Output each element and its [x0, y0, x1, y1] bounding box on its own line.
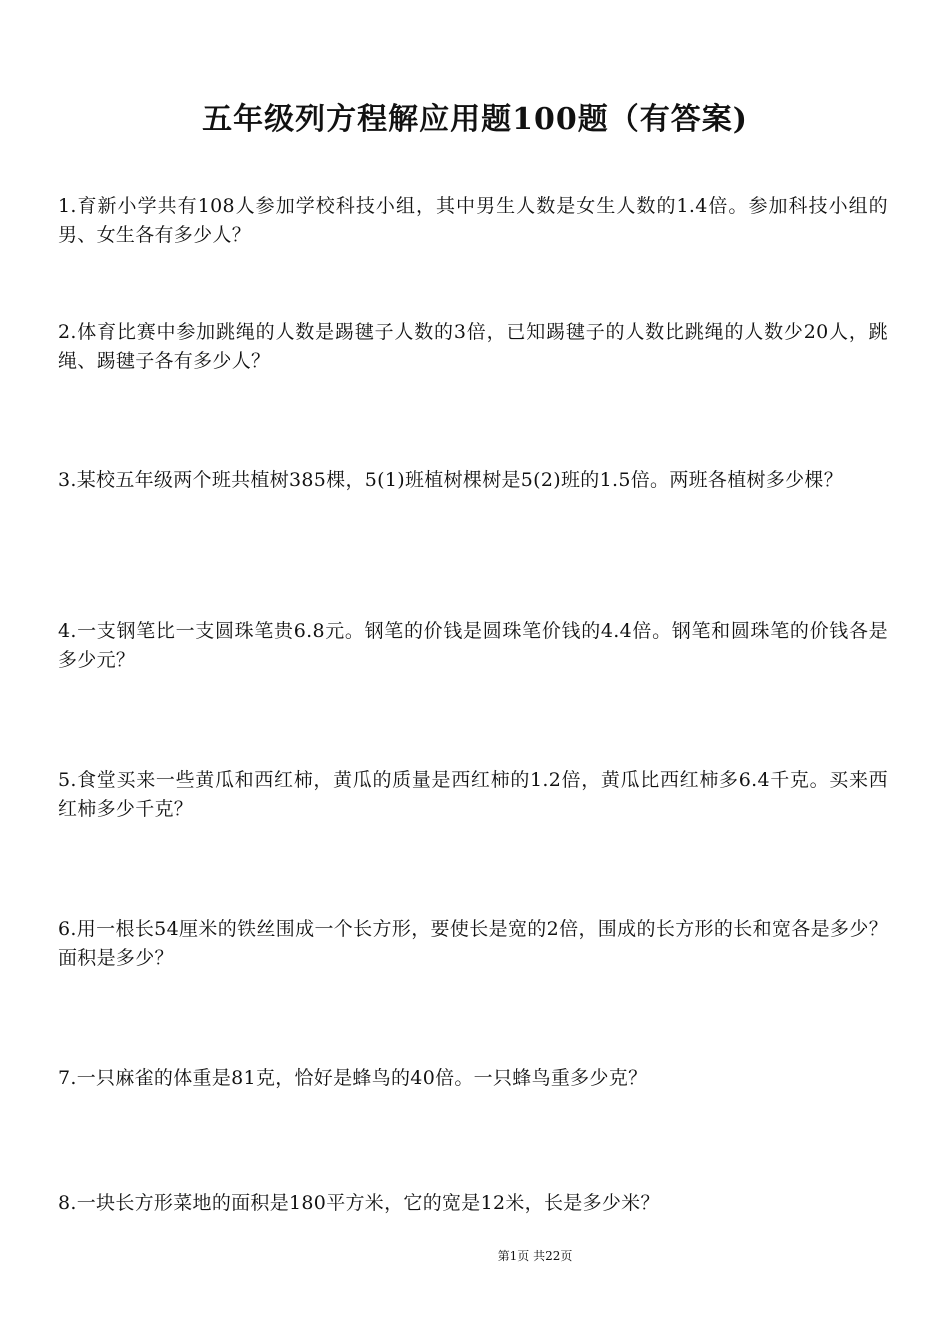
problem-7: 7.一只麻雀的体重是81克，恰好是蜂鸟的40倍。一只蜂鸟重多少克？: [58, 1067, 648, 1089]
problem-1: 1.育新小学共有108人参加学校科技小组，其中男生人数是女生人数的1.4倍。参加科技小组的男、女生各有多少人？: [58, 195, 888, 246]
problem-2: 2.体育比赛中参加跳绳的人数是踢毽子人数的3倍，已知踢毽子的人数比跳绳的人数少20人，跳绳、踢毽子各有多少人？: [58, 321, 888, 372]
page-footer: 第1页 共22页: [497, 1249, 573, 1263]
problem-8: 8.一块长方形菜地的面积是180平方米，它的宽是12米，长是多少米？: [58, 1192, 660, 1214]
problem-6: 6.用一根长54厘米的铁丝围成一个长方形，要使长是宽的2倍，围成的长方形的长和宽各是多少？面积是多少？: [58, 918, 888, 969]
problem-4: 4.一支钢笔比一支圆珠笔贵6.8元。钢笔的价钱是圆珠笔价钱的4.4倍。钢笔和圆珠笔的价钱各是多少元？: [58, 620, 888, 671]
problem-3: 3.某校五年级两个班共植树385棵，5(1)班植树棵树是5(2)班的1.5倍。两班各植树多少棵？: [58, 469, 844, 491]
page-title: 五年级列方程解应用题100题（有答案): [202, 102, 748, 137]
problem-5: 5.食堂买来一些黄瓜和西红柿，黄瓜的质量是西红柿的1.2倍，黄瓜比西红柿多6.4千克。买来西红柿多少千克？: [58, 769, 888, 820]
